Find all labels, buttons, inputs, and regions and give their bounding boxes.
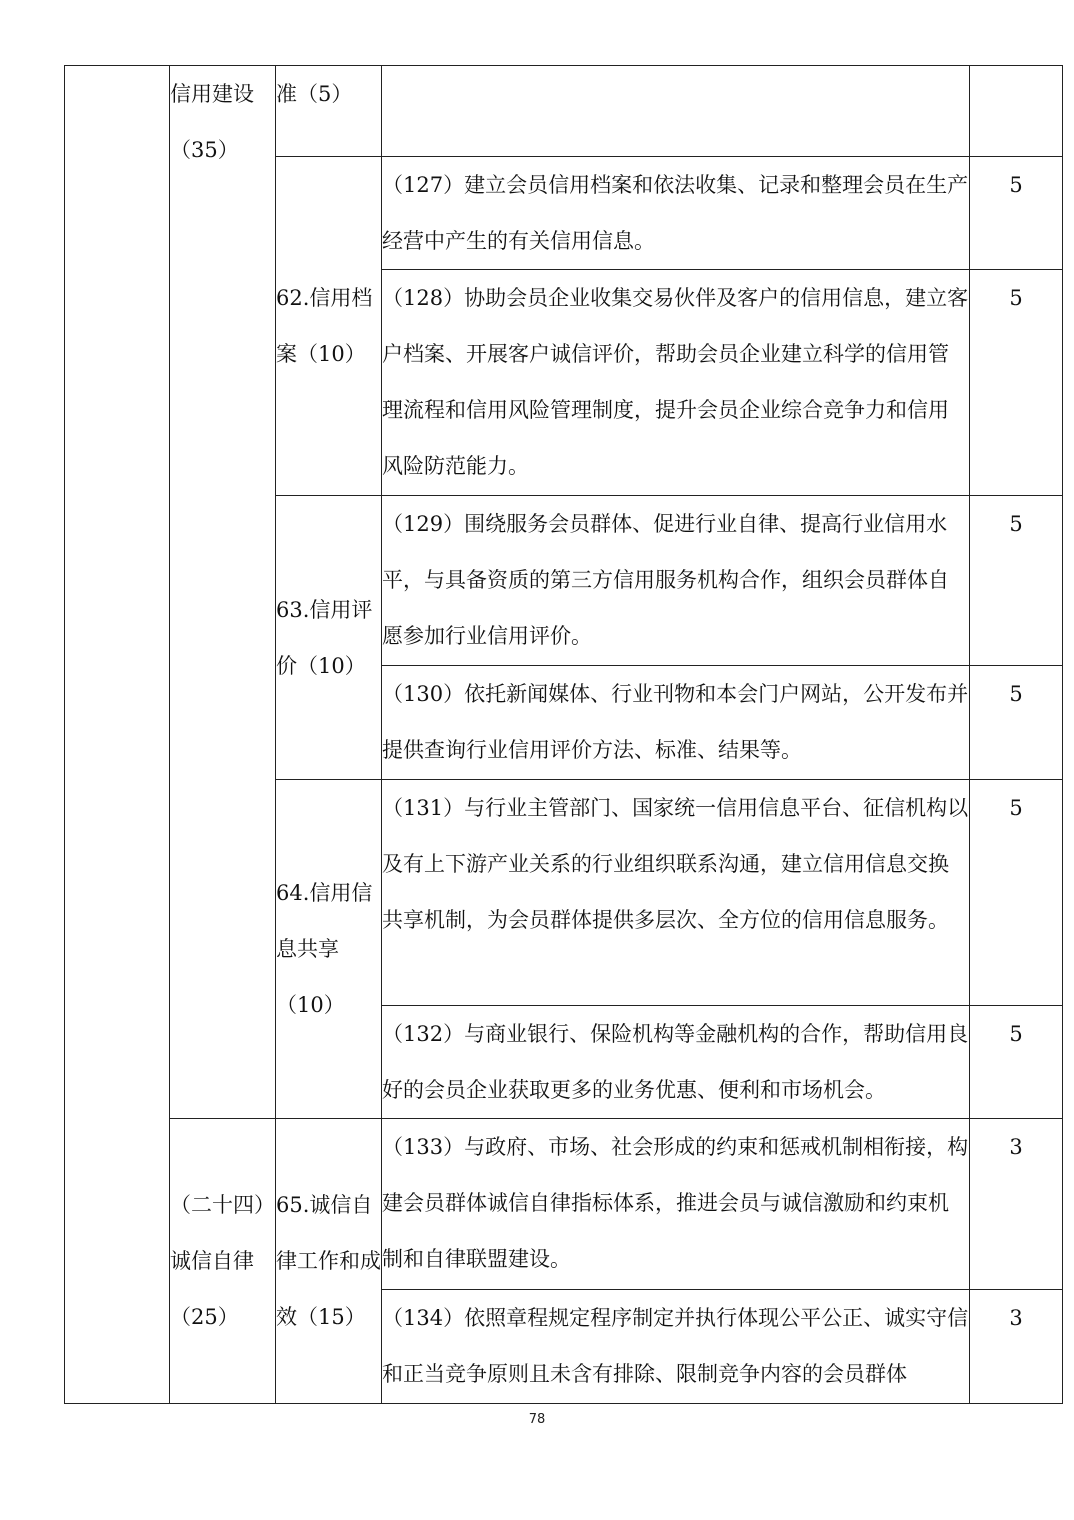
category-cell	[65, 66, 170, 1404]
item-cell	[382, 66, 970, 157]
table-row	[65, 66, 1063, 157]
score-127: 5	[970, 157, 1063, 270]
evaluation-table	[64, 65, 1063, 1404]
page-number: 78	[528, 1412, 546, 1427]
item-134: （134）依照章程规定程序制定并执行体现公平公正、诚实守信和正当竞争原则且未含有排除、限制竞争内容的会员群体	[382, 1290, 970, 1404]
item-133: （133）与政府、市场、社会形成的约束和惩戒机制相衔接，构建会员群体诚信自律指标体系，推进会员与诚信激励和约束机制和自律联盟建设。	[382, 1119, 970, 1290]
score-130: 5	[970, 666, 1063, 780]
subcategory-credit-building: 信用建设（35）	[170, 66, 276, 1119]
score-134: 3	[970, 1290, 1063, 1404]
indicator-credit-archive: 62.信用档案（10）	[276, 157, 382, 496]
score-132: 5	[970, 1006, 1063, 1119]
indicator-credit-info-sharing: 64.信用信息共享（10）	[276, 780, 382, 1119]
item-127: （127）建立会员信用档案和依法收集、记录和整理会员在生产经营中产生的有关信用信息。	[382, 157, 970, 270]
score-cell	[970, 66, 1063, 157]
indicator-integrity-work: 65.诚信自律工作和成效（15）	[276, 1119, 382, 1404]
item-128: （128）协助会员企业收集交易伙伴及客户的信用信息，建立客户档案、开展客户诚信评价，帮助会员企业建立科学的信用管理流程和信用风险管理制度，提升会员企业综合竞争力和信用风险防范能力。	[382, 270, 970, 496]
score-131: 5	[970, 780, 1063, 1006]
subcategory-integrity-self-discipline: （二十四）诚信自律（25）	[170, 1119, 276, 1404]
item-129: （129）围绕服务会员群体、促进行业自律、提高行业信用水平，与具备资质的第三方信用服务机构合作，组织会员群体自愿参加行业信用评价。	[382, 496, 970, 666]
indicator-cell: 准（5）	[276, 66, 382, 157]
score-133: 3	[970, 1119, 1063, 1290]
indicator-credit-evaluation: 63.信用评价（10）	[276, 496, 382, 780]
item-131: （131）与行业主管部门、国家统一信用信息平台、征信机构以及有上下游产业关系的行业组织联系沟通，建立信用信息交换共享机制，为会员群体提供多层次、全方位的信用信息服务。	[382, 780, 970, 1006]
item-130: （130）依托新闻媒体、行业刊物和本会门户网站，公开发布并提供查询行业信用评价方法、标准、结果等。	[382, 666, 970, 780]
score-129: 5	[970, 496, 1063, 666]
score-128: 5	[970, 270, 1063, 496]
table-row	[65, 1119, 1063, 1290]
item-132: （132）与商业银行、保险机构等金融机构的合作，帮助信用良好的会员企业获取更多的业务优惠、便利和市场机会。	[382, 1006, 970, 1119]
